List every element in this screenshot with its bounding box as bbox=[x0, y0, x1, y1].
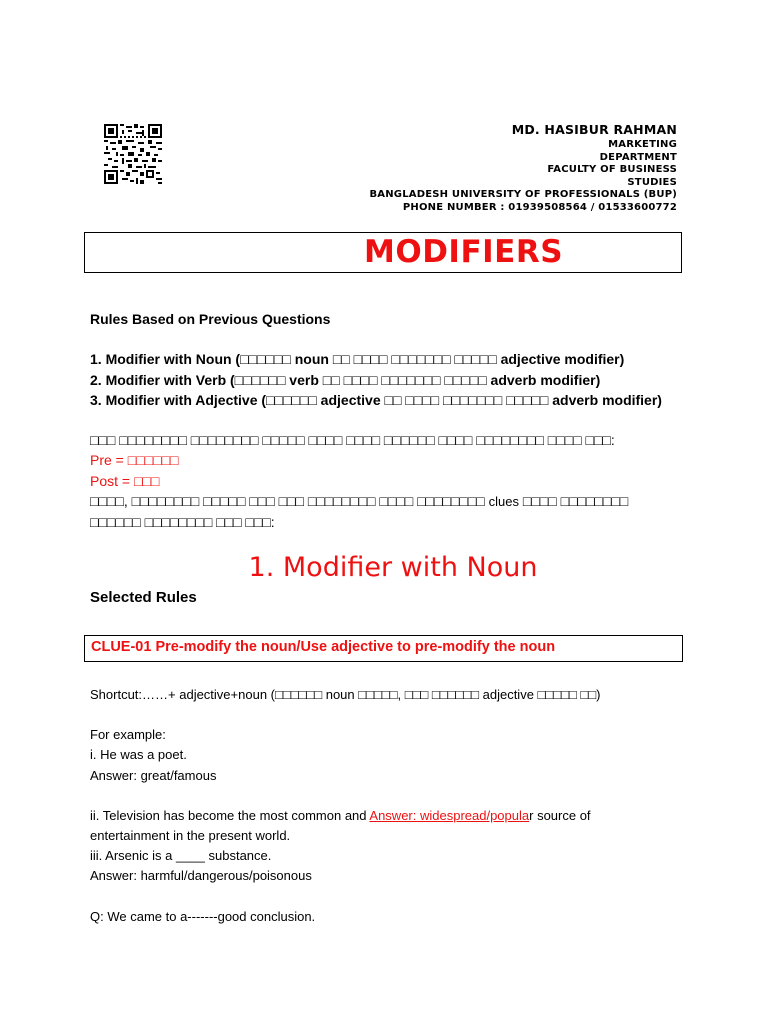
examples-section bbox=[90, 685, 690, 927]
section-heading: 1. Modifier with Noun bbox=[248, 552, 538, 583]
title-box bbox=[84, 232, 682, 273]
shortcut-line: Shortcut:……+ adjective+noun (□□□□□□ noun □□□□□, □□□ □□□□□□ adjective □□□□□ □□) bbox=[90, 687, 601, 702]
rule-item: 1. Modifier with Noun (□□□□□□ noun □□ □□□□ □□□□□□□ □□□□□ adjective modifier) bbox=[90, 351, 625, 368]
intro-note: □□□ □□□□□□□□ □□□□□□□□ □□□□□ □□□□ □□□□ □□□□□□ □□□□ □□□□□□□□ □□□□ □□□: bbox=[90, 432, 615, 449]
clues-word: clues bbox=[488, 494, 519, 510]
page-title: MODIFIERS bbox=[364, 234, 564, 270]
inline-answer: Answer: widespread/popula bbox=[369, 807, 530, 823]
intro-section bbox=[90, 309, 690, 533]
rule-item: 3. Modifier with Adjective (□□□□□□ adjective □□ □□□□ □□□□□□□ □□□□□ adverb modifier) bbox=[90, 391, 662, 408]
for-example-label: For example: bbox=[90, 727, 166, 743]
clue-title: CLUE-01 Pre-modify the noun/Use adjective to pre-modify the noun bbox=[91, 639, 556, 655]
intro-line-2: □□□□□□ □□□□□□□□ □□□ □□□: bbox=[90, 514, 275, 531]
author-line: DEPARTMENT bbox=[599, 151, 677, 163]
qr-code bbox=[104, 124, 162, 184]
rule-item: 2. Modifier with Verb (□□□□□□ verb □□ □□□□ □□□□□□□ □□□□□ adverb modifier) bbox=[90, 371, 601, 388]
author-line: STUDIES bbox=[627, 176, 677, 188]
intro-line-start: □□□□, □□□□□□□□ □□□□□ □□□ □□□ □□□□□□□□ □□□□ □□□□□□□□ bbox=[90, 493, 485, 510]
author-line: BANGLADESH UNIVERSITY OF PROFESSIONALS (BUP) bbox=[369, 189, 677, 201]
example-continuation: entertainment in the present world. bbox=[90, 828, 291, 844]
author-block bbox=[369, 122, 677, 215]
example-question: i. He was a poet. bbox=[90, 747, 187, 763]
author-line: MARKETING bbox=[608, 139, 677, 150]
example-text: ii. Television has become the most common and bbox=[90, 807, 370, 823]
intro-line-end: □□□□ □□□□□□□□ bbox=[522, 493, 629, 510]
clue-box bbox=[84, 635, 683, 662]
example-answer: Answer: great/famous bbox=[90, 767, 217, 783]
selected-rules-label: Selected Rules bbox=[90, 589, 197, 606]
pre-definition: Pre = □□□□□□ bbox=[90, 452, 179, 469]
example-text: r source of bbox=[529, 807, 591, 823]
example-question-2 bbox=[90, 806, 690, 826]
example-question: iii. Arsenic is a ____ substance. bbox=[90, 848, 272, 864]
author-name: MD. HASIBUR RAHMAN bbox=[511, 122, 677, 137]
practice-question: Q: We came to a-------good conclusion. bbox=[90, 908, 316, 924]
intro-line bbox=[90, 491, 690, 512]
author-phone: PHONE NUMBER : 01939508564 / 01533600772 bbox=[402, 201, 677, 213]
post-definition: Post = □□□ bbox=[90, 472, 160, 489]
intro-heading: Rules Based on Previous Questions bbox=[90, 311, 331, 327]
author-line: FACULTY OF BUSINESS bbox=[547, 164, 677, 176]
example-answer: Answer: harmful/dangerous/poisonous bbox=[90, 868, 312, 884]
